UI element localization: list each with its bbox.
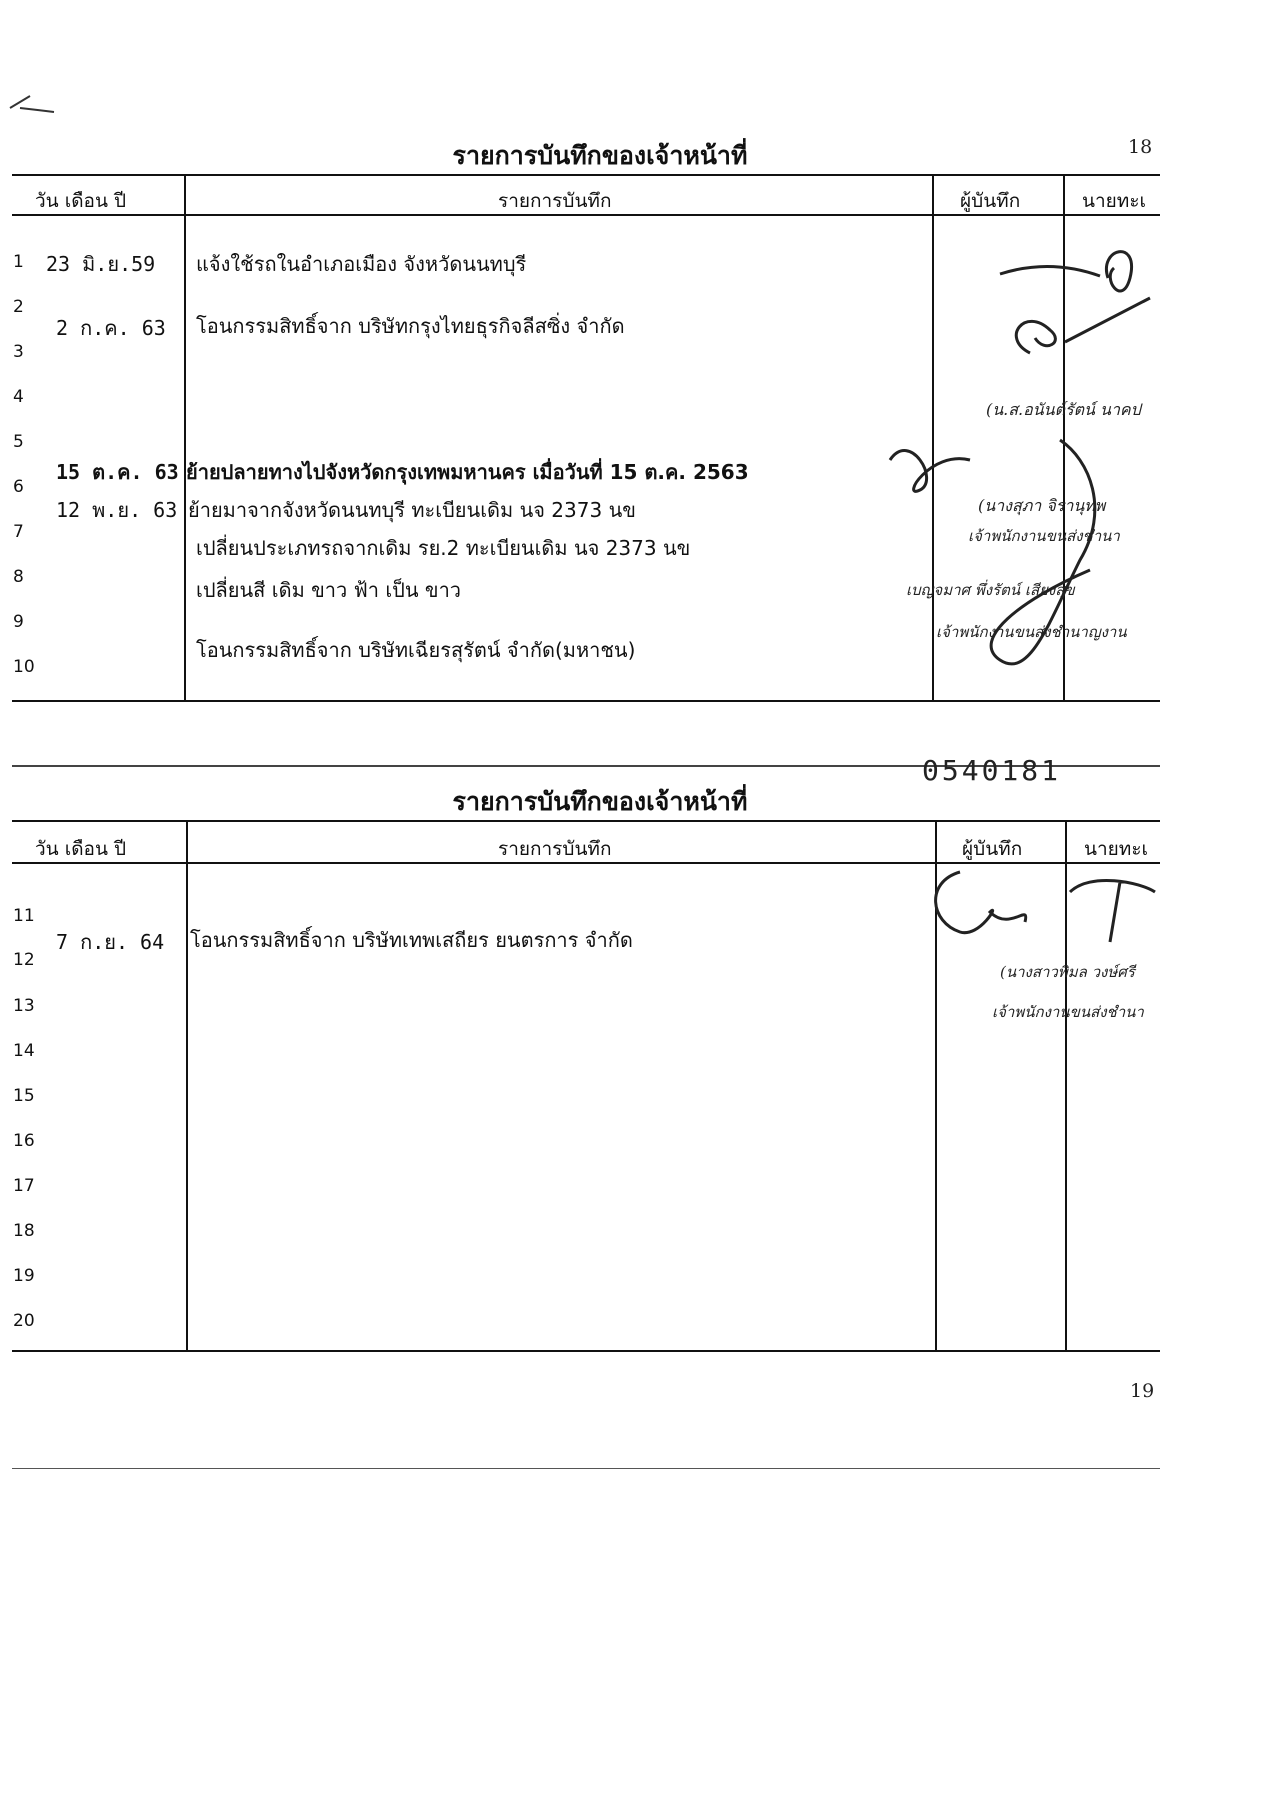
entry-date: 7 ก.ย. 64 bbox=[56, 930, 165, 954]
row-number: 1 bbox=[13, 252, 24, 272]
table1-header-entry: รายการบันทึก bbox=[498, 190, 612, 212]
entry-text: ย้ายปลายทางไปจังหวัดกรุงเทพมหานคร เมื่อวันที่ 15 ต.ค. 2563 bbox=[186, 460, 749, 484]
entry-date: 15 ต.ค. 63 bbox=[56, 460, 179, 484]
page-bottom-rule bbox=[12, 1468, 1160, 1469]
signature-scribble bbox=[990, 238, 1160, 358]
serial-number: 0540181 bbox=[922, 754, 1062, 787]
entry-text: โอนกรรมสิทธิ์จาก บริษัทกรุงไทยธุรกิจลีสซิ่ง จำกัด bbox=[196, 314, 625, 338]
entry-date: 2 ก.ค. 63 bbox=[56, 316, 166, 340]
entry-text: เปลี่ยนประเภทรถจากเดิม รย.2 ทะเบียนเดิม นจ 2373 นข bbox=[196, 536, 691, 560]
row-number: 8 bbox=[13, 567, 24, 587]
table2-bottom-border bbox=[12, 1350, 1160, 1352]
table2-header-date: วัน เดือน ปี bbox=[35, 838, 127, 860]
row-number: 5 bbox=[13, 432, 24, 452]
table2-col-divider-1 bbox=[186, 821, 188, 1351]
row-number: 18 bbox=[13, 1221, 35, 1241]
entry-date: 12 พ.ย. 63 bbox=[56, 498, 178, 522]
table2-title: รายการบันทึกของเจ้าหน้าที่ bbox=[452, 787, 748, 816]
row-number: 3 bbox=[13, 342, 24, 362]
signature-scribble bbox=[920, 862, 1160, 952]
table2-top-border bbox=[12, 820, 1160, 822]
row-number: 9 bbox=[13, 612, 24, 632]
row-number: 7 bbox=[13, 522, 24, 542]
table1-col-divider-1 bbox=[184, 175, 186, 701]
page-number-top: 18 bbox=[1128, 136, 1153, 158]
signature-name: (น.ส.อนันต์รัตน์ นาคป bbox=[986, 400, 1141, 419]
row-number: 17 bbox=[13, 1176, 35, 1196]
table1-title: รายการบันทึกของเจ้าหน้าที่ bbox=[452, 141, 748, 170]
row-number: 6 bbox=[13, 477, 24, 497]
entry-text: เปลี่ยนสี เดิม ขาว ฟ้า เป็น ขาว bbox=[196, 578, 462, 602]
row-number: 20 bbox=[13, 1311, 35, 1331]
row-number: 2 bbox=[13, 297, 24, 317]
entry-text: แจ้งใช้รถในอำเภอเมือง จังหวัดนนทบุรี bbox=[196, 252, 527, 276]
row-number: 16 bbox=[13, 1131, 35, 1151]
signature-name: (นางสาวพิมล วงษ์ศรี bbox=[1000, 963, 1135, 981]
table2-header-registrar: นายทะเ bbox=[1084, 838, 1149, 860]
row-number: 4 bbox=[13, 387, 24, 407]
row-number: 19 bbox=[13, 1266, 35, 1286]
table1-header-registrar: นายทะเ bbox=[1082, 190, 1147, 212]
row-number: 12 bbox=[13, 950, 35, 970]
signature-title: เจ้าพนักงานขนส่งชำนา bbox=[968, 527, 1120, 545]
row-number: 10 bbox=[13, 657, 35, 677]
row-number: 11 bbox=[13, 906, 35, 926]
table2-header-entry: รายการบันทึก bbox=[498, 838, 612, 860]
entry-text: โอนกรรมสิทธิ์จาก บริษัทเฉียรสุรัตน์ จำกัด(มหาชน) bbox=[196, 638, 636, 662]
row-number: 13 bbox=[13, 996, 35, 1016]
table1-header-date: วัน เดือน ปี bbox=[35, 190, 127, 212]
page-number-bottom: 19 bbox=[1130, 1380, 1155, 1402]
check-mark-icon bbox=[8, 86, 56, 116]
table1-header-recorder: ผู้บันทึก bbox=[960, 190, 1021, 212]
entry-text: โอนกรรมสิทธิ์จาก บริษัทเทพเสถียร ยนตรการ จำกัด bbox=[190, 928, 633, 952]
entry-date: 23 มิ.ย.59 bbox=[46, 252, 156, 276]
row-number: 14 bbox=[13, 1041, 35, 1061]
row-number: 15 bbox=[13, 1086, 35, 1106]
signature-name: (นางสุภา จิรานุทพ bbox=[978, 496, 1106, 515]
table2-header-recorder: ผู้บันทึก bbox=[962, 838, 1023, 860]
entry-text: ย้ายมาจากจังหวัดนนทบุรี ทะเบียนเดิม นจ 2373 นข bbox=[188, 498, 636, 522]
signature-title: เจ้าพนักงานขนส่งชำนา bbox=[992, 1003, 1144, 1021]
signature-title: เจ้าพนักงานขนส่งชำนาญงาน bbox=[936, 623, 1127, 641]
signature-name: เบญจมาศ พึ่งรัตน์ เสียงสุข bbox=[906, 581, 1075, 599]
